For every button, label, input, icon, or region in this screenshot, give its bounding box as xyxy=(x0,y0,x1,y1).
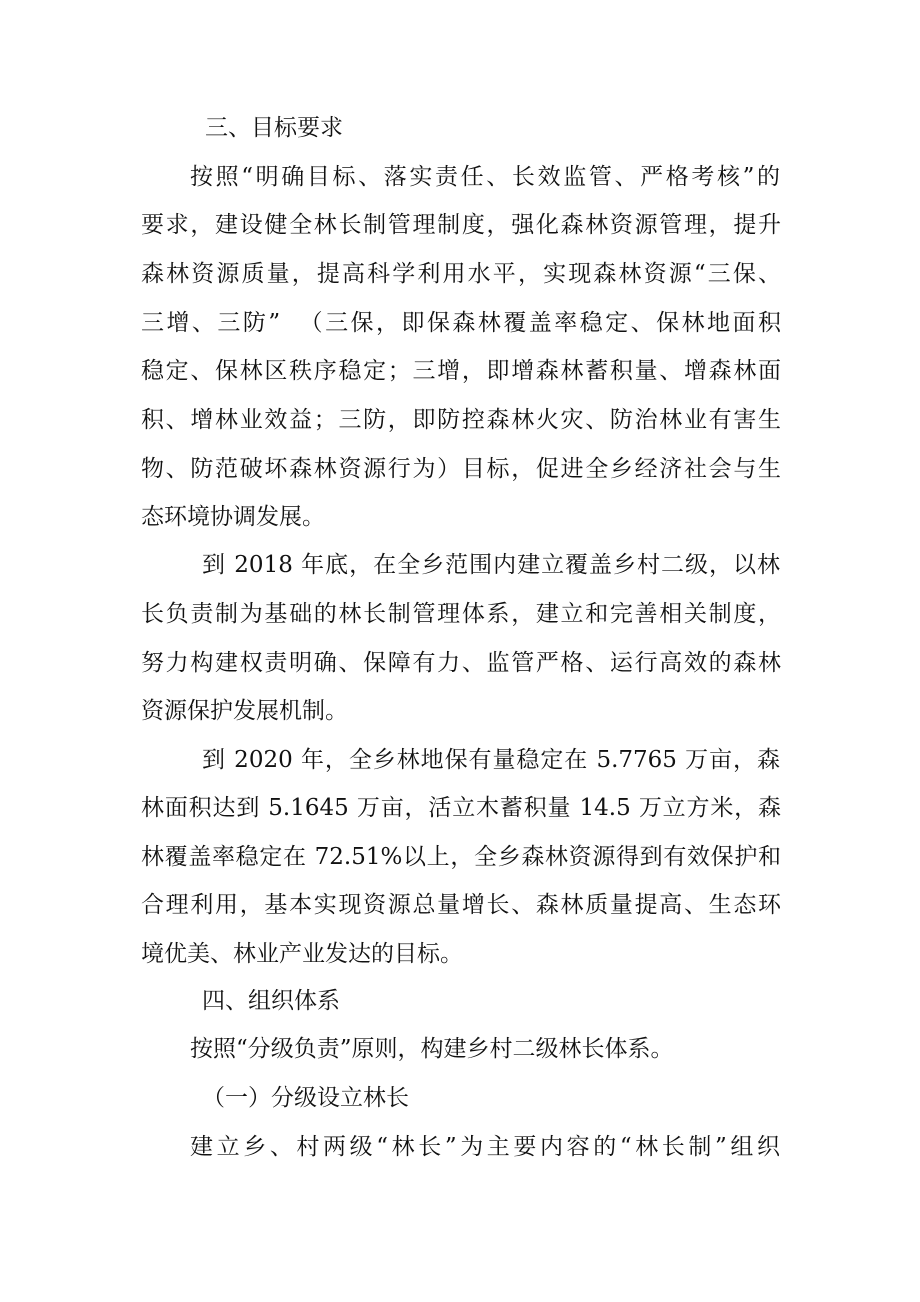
section-3-para-1-line-1: 按照“明确目标、落实责任、长效监管、严格考核”的 xyxy=(190,164,780,190)
section-3-para-3-line-2: 林面积达到 5.1645 万亩，活立木蓄积量 14.5 万立方米，森 xyxy=(141,795,781,821)
section-4-para-2-line-1: 建立乡、村两级“林长”为主要内容的“林长制”组织 xyxy=(190,1134,780,1160)
section-4-sub-heading: （一）分级设立林长 xyxy=(202,1085,409,1111)
section-3-para-2-line-2: 长负责制为基础的林长制管理体系，建立和完善相关制度， xyxy=(141,601,781,627)
section-3-para-2-line-4: 资源保护发展机制。 xyxy=(141,698,348,724)
section-3-para-1-line-2: 要求，建设健全林长制管理制度，强化森林资源管理，提升 xyxy=(141,212,781,238)
section-3-para-2-line-1: 到 2018 年底，在全乡范围内建立覆盖乡村二级，以林 xyxy=(202,552,780,578)
section-3-para-3-line-1: 到 2020 年，全乡林地保有量稳定在 5.7765 万亩，森 xyxy=(202,747,780,773)
section-3-para-1-line-8: 态环境协调发展。 xyxy=(141,504,325,530)
section-3-para-1-line-4: 三增、三防” （三保，即保森林覆盖率稳定、保林地面积 xyxy=(141,310,781,336)
section-3-heading: 三、目标要求 xyxy=(205,115,343,141)
section-3-para-3-line-3: 林覆盖率稳定在 72.51%以上，全乡森林资源得到有效保护和 xyxy=(141,844,781,870)
section-3-para-1-line-3: 森林资源质量，提高科学利用水平，实现森林资源“三保、 xyxy=(141,261,781,287)
section-3-para-3-line-5: 境优美、林业产业发达的目标。 xyxy=(141,941,463,967)
section-4-para-1: 按照“分级负责”原则，构建乡村二级林长体系。 xyxy=(190,1036,674,1062)
section-4-heading: 四、组织体系 xyxy=(202,988,340,1014)
section-3-para-2-line-3: 努力构建权责明确、保障有力、监管严格、运行高效的森林 xyxy=(141,650,781,676)
section-3-para-3-line-4: 合理利用，基本实现资源总量增长、森林质量提高、生态环 xyxy=(141,892,781,918)
section-3-para-1-line-6: 积、增林业效益；三防，即防控森林火灾、防治林业有害生 xyxy=(141,407,781,433)
section-3-para-1-line-7: 物、防范破坏森林资源行为）目标，促进全乡经济社会与生 xyxy=(141,456,781,482)
section-3-para-1-line-5: 稳定、保林区秩序稳定；三增，即增森林蓄积量、增森林面 xyxy=(141,358,781,384)
